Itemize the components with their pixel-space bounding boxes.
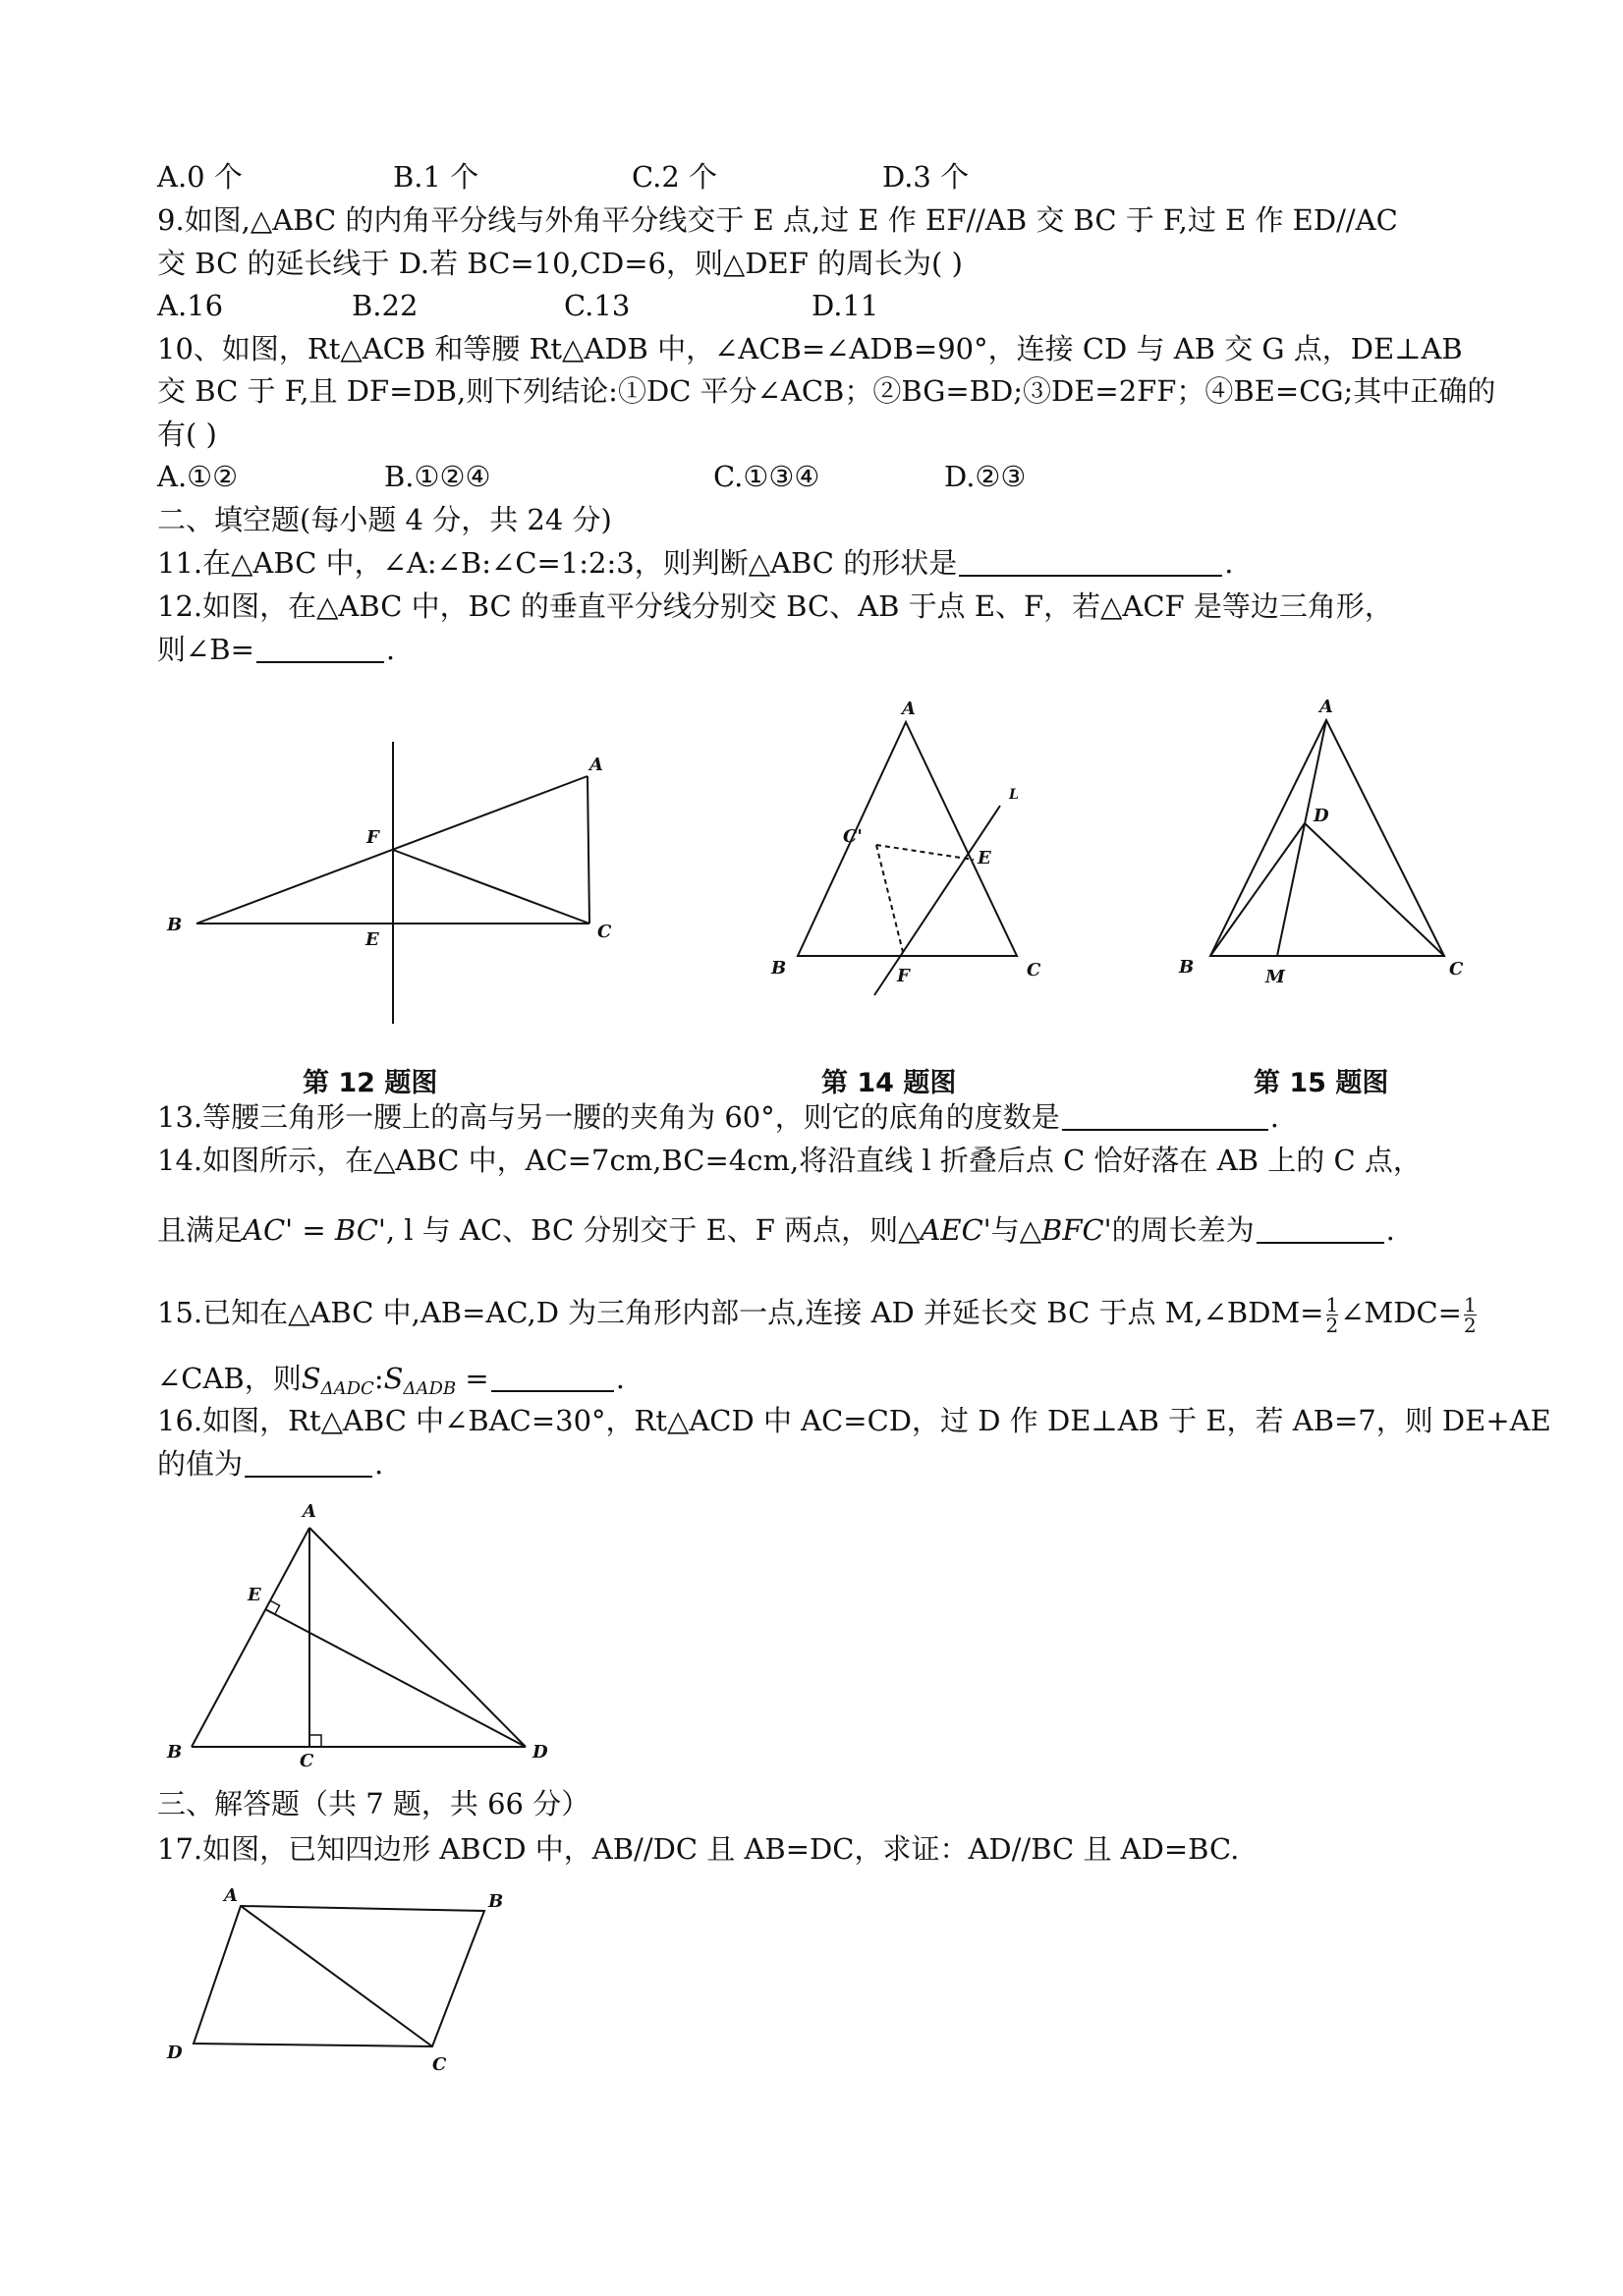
q14-line-2	[157, 1210, 1395, 1250]
fig15-label-a: A	[1319, 697, 1333, 717]
q14-formula-ac-bc: AC' = BC'	[243, 1213, 386, 1247]
fig12-caption: 第 12 题图	[303, 1068, 438, 1098]
q15-fraction-1	[1325, 1292, 1339, 1337]
q14-text-a: 且满足	[157, 1213, 244, 1247]
q11	[157, 543, 1233, 583]
q15-equals: =	[456, 1362, 489, 1395]
figure-17	[157, 1881, 531, 2078]
q8-option-b: B.1 个	[393, 160, 479, 194]
fig17-label-a: A	[224, 1885, 238, 1906]
q15-s-adb: S	[383, 1362, 404, 1395]
fig14-label-c: C	[1027, 960, 1041, 980]
q10-option-b: B.①②④	[384, 460, 491, 493]
q10-line-3: 有( )	[157, 418, 217, 451]
q15-answer-blank	[491, 1361, 614, 1392]
fig14-label-a: A	[902, 699, 916, 719]
fig12-label-b: B	[167, 915, 183, 935]
q12-end: .	[385, 633, 396, 666]
fig14-label-f: F	[897, 966, 910, 986]
fig16-side-ab	[192, 1528, 309, 1747]
q14-end: .	[1385, 1213, 1395, 1247]
fig12-label-e: E	[365, 929, 379, 950]
fig14-label-b: B	[771, 958, 787, 979]
fig14-caption: 第 14 题图	[821, 1068, 957, 1098]
q11-end: .	[1224, 546, 1234, 580]
q14-formula-aec: AEC'	[920, 1213, 991, 1247]
fig16-segment-de	[265, 1609, 526, 1747]
fig16-side-ad	[309, 1528, 526, 1747]
section-2-heading: 二、填空题(每小题 4 分，共 24 分)	[157, 503, 612, 536]
q15-fraction-1-denominator: 2	[1325, 1313, 1339, 1337]
q16-text: 的值为	[157, 1447, 244, 1481]
q15-s-adc-subscript: ΔADC	[320, 1378, 374, 1399]
q15-text-a: 15.已知在△ABC 中,AB=AC,D 为三角形内部一点,连接 AD 并延长交 BC 于点 M,∠BDM=	[157, 1296, 1324, 1329]
fig14-fold-line-l	[874, 806, 1000, 995]
fig12-side-ac	[588, 776, 589, 924]
q16-line-1: 16.如图，Rt△ABC 中∠BAC=30°，Rt△ACD 中 AC=CD，过 D 作 DE⊥AB 于 E，若 AB=7，则 DE+AE	[157, 1404, 1551, 1437]
q14-line-1: 14.如图所示，在△ABC 中，AC=7cm,BC=4cm,将沿直线 l 折叠后点 C 恰好落在 AB 上的 C 点，	[157, 1144, 1422, 1177]
q9-option-c: C.13	[564, 289, 631, 322]
fig14-fold-segment-c1e	[876, 845, 974, 860]
q13-answer-blank	[1062, 1099, 1268, 1131]
figure-16	[157, 1498, 570, 1773]
q15-line-1	[157, 1293, 1479, 1335]
fig16-label-e: E	[248, 1585, 261, 1605]
q15-fraction-2-denominator: 2	[1463, 1313, 1477, 1337]
fig15-label-b: B	[1179, 957, 1195, 978]
q9-option-a: A.16	[157, 289, 224, 322]
fig16-right-angle-c	[309, 1735, 321, 1747]
q10-options	[157, 457, 1434, 496]
fig17-diagonal-ac	[241, 1906, 432, 2046]
figure-15	[1159, 693, 1493, 1007]
fig17-label-c: C	[432, 2054, 447, 2075]
fig12-label-c: C	[597, 922, 612, 942]
fig15-segment-dc	[1305, 823, 1444, 956]
q15-colon: :	[373, 1362, 384, 1395]
q9-option-d: D.11	[812, 289, 879, 322]
q16-line-2	[157, 1444, 383, 1484]
q10-line-1: 10、如图，Rt△ACB 和等腰 Rt△ADB 中，∠ACB=∠ADB=90°，连接 CD 与 AB 交 G 点，DE⊥AB	[157, 332, 1463, 365]
fig17-quadrilateral	[194, 1906, 484, 2046]
fig16-label-c: C	[300, 1751, 314, 1771]
fig15-label-c: C	[1449, 959, 1464, 980]
q9-line-2: 交 BC 的延长线于 D.若 BC=10,CD=6，则△DEF 的周长为( )	[157, 247, 963, 280]
fig17-label-d: D	[167, 2043, 183, 2063]
fig15-label-d: D	[1314, 806, 1329, 826]
fig15-label-m: M	[1265, 967, 1285, 987]
fig16-label-d: D	[532, 1742, 548, 1763]
q8-option-a: A.0 个	[157, 160, 243, 194]
q9-line-1: 9.如图,△ABC 的内角平分线与外角平分线交于 E 点,过 E 作 EF//AB 交 BC 于 F,过 E 作 ED//AC	[157, 203, 1398, 237]
q16-answer-blank	[245, 1446, 372, 1478]
q15-text-c: ∠CAB，则	[157, 1362, 302, 1395]
figure-12	[157, 727, 629, 1032]
fig12-label-f: F	[366, 827, 379, 848]
q13-text: 13.等腰三角形一腰上的高与另一腰的夹角为 60°，则它的底角的度数是	[157, 1100, 1060, 1134]
q12-answer-blank	[256, 632, 384, 663]
fig14-label-e: E	[978, 848, 991, 868]
fig14-fold-segment-c1f	[876, 845, 904, 956]
q8-option-c: C.2 个	[632, 160, 718, 194]
q14-text-c: , l 与 AC、BC 分别交于 E、F 两点，则△	[385, 1213, 921, 1247]
q9-options	[157, 286, 1434, 325]
q15-text-b: ∠MDC=	[1340, 1296, 1462, 1329]
q14-text-g: 的周长差为	[1111, 1213, 1255, 1247]
fig14-label-l: L	[1009, 787, 1019, 803]
q11-text: 11.在△ABC 中，∠A:∠B:∠C=1:2:3，则判断△ABC 的形状是	[157, 546, 958, 580]
q15-fraction-2-numerator: 1	[1463, 1292, 1477, 1316]
section-3-heading: 三、解答题（共 7 题，共 66 分）	[157, 1787, 590, 1820]
fig17-label-b: B	[488, 1891, 504, 1912]
fig16-label-a: A	[303, 1501, 316, 1522]
q8-option-d: D.3 个	[882, 160, 970, 194]
q10-option-d: D.②③	[944, 460, 1027, 493]
q15-fraction-1-numerator: 1	[1325, 1292, 1339, 1316]
q10-line-2: 交 BC 于 F,且 DF=DB,则下列结论:①DC 平分∠ACB；②BG=BD;③DE=2FF；④BE=CG;其中正确的	[157, 374, 1496, 408]
q12-line-2	[157, 630, 395, 669]
q10-option-c: C.①③④	[713, 460, 820, 493]
q12-text: 则∠B=	[157, 633, 254, 666]
q17-text: 17.如图，已知四边形 ABCD 中，AB//DC 且 AB=DC，求证：AD//BC 且 AD=BC.	[157, 1832, 1240, 1866]
fig14-label-c-prime: C'	[843, 826, 863, 847]
q13	[157, 1097, 1279, 1137]
q14-text-e: 与△	[990, 1213, 1042, 1247]
q9-option-b: B.22	[352, 289, 419, 322]
fig14-triangle	[798, 722, 1017, 956]
q15-fraction-2	[1463, 1292, 1477, 1337]
q15-s-adb-subscript: ΔADB	[403, 1378, 457, 1399]
q14-answer-blank	[1257, 1212, 1384, 1244]
fig16-label-b: B	[167, 1742, 183, 1763]
fig12-segment-fc	[393, 850, 589, 924]
q13-end: .	[1269, 1100, 1279, 1134]
fig15-triangle	[1210, 720, 1444, 956]
fig12-label-a: A	[589, 755, 603, 775]
q8-options	[157, 157, 1434, 196]
q16-end: .	[374, 1447, 384, 1481]
q15-end: .	[615, 1362, 625, 1395]
q11-answer-blank	[959, 545, 1222, 577]
q15-s-adc: S	[301, 1362, 321, 1395]
q14-formula-bfc: BFC'	[1041, 1213, 1112, 1247]
fig15-caption: 第 15 题图	[1254, 1068, 1389, 1098]
q12-line-1: 12.如图，在△ABC 中，BC 的垂直平分线分别交 BC、AB 于点 E、F，若△ACF 是等边三角形，	[157, 589, 1393, 623]
figure-14	[756, 693, 1071, 1007]
q10-option-a: A.①②	[157, 460, 239, 493]
